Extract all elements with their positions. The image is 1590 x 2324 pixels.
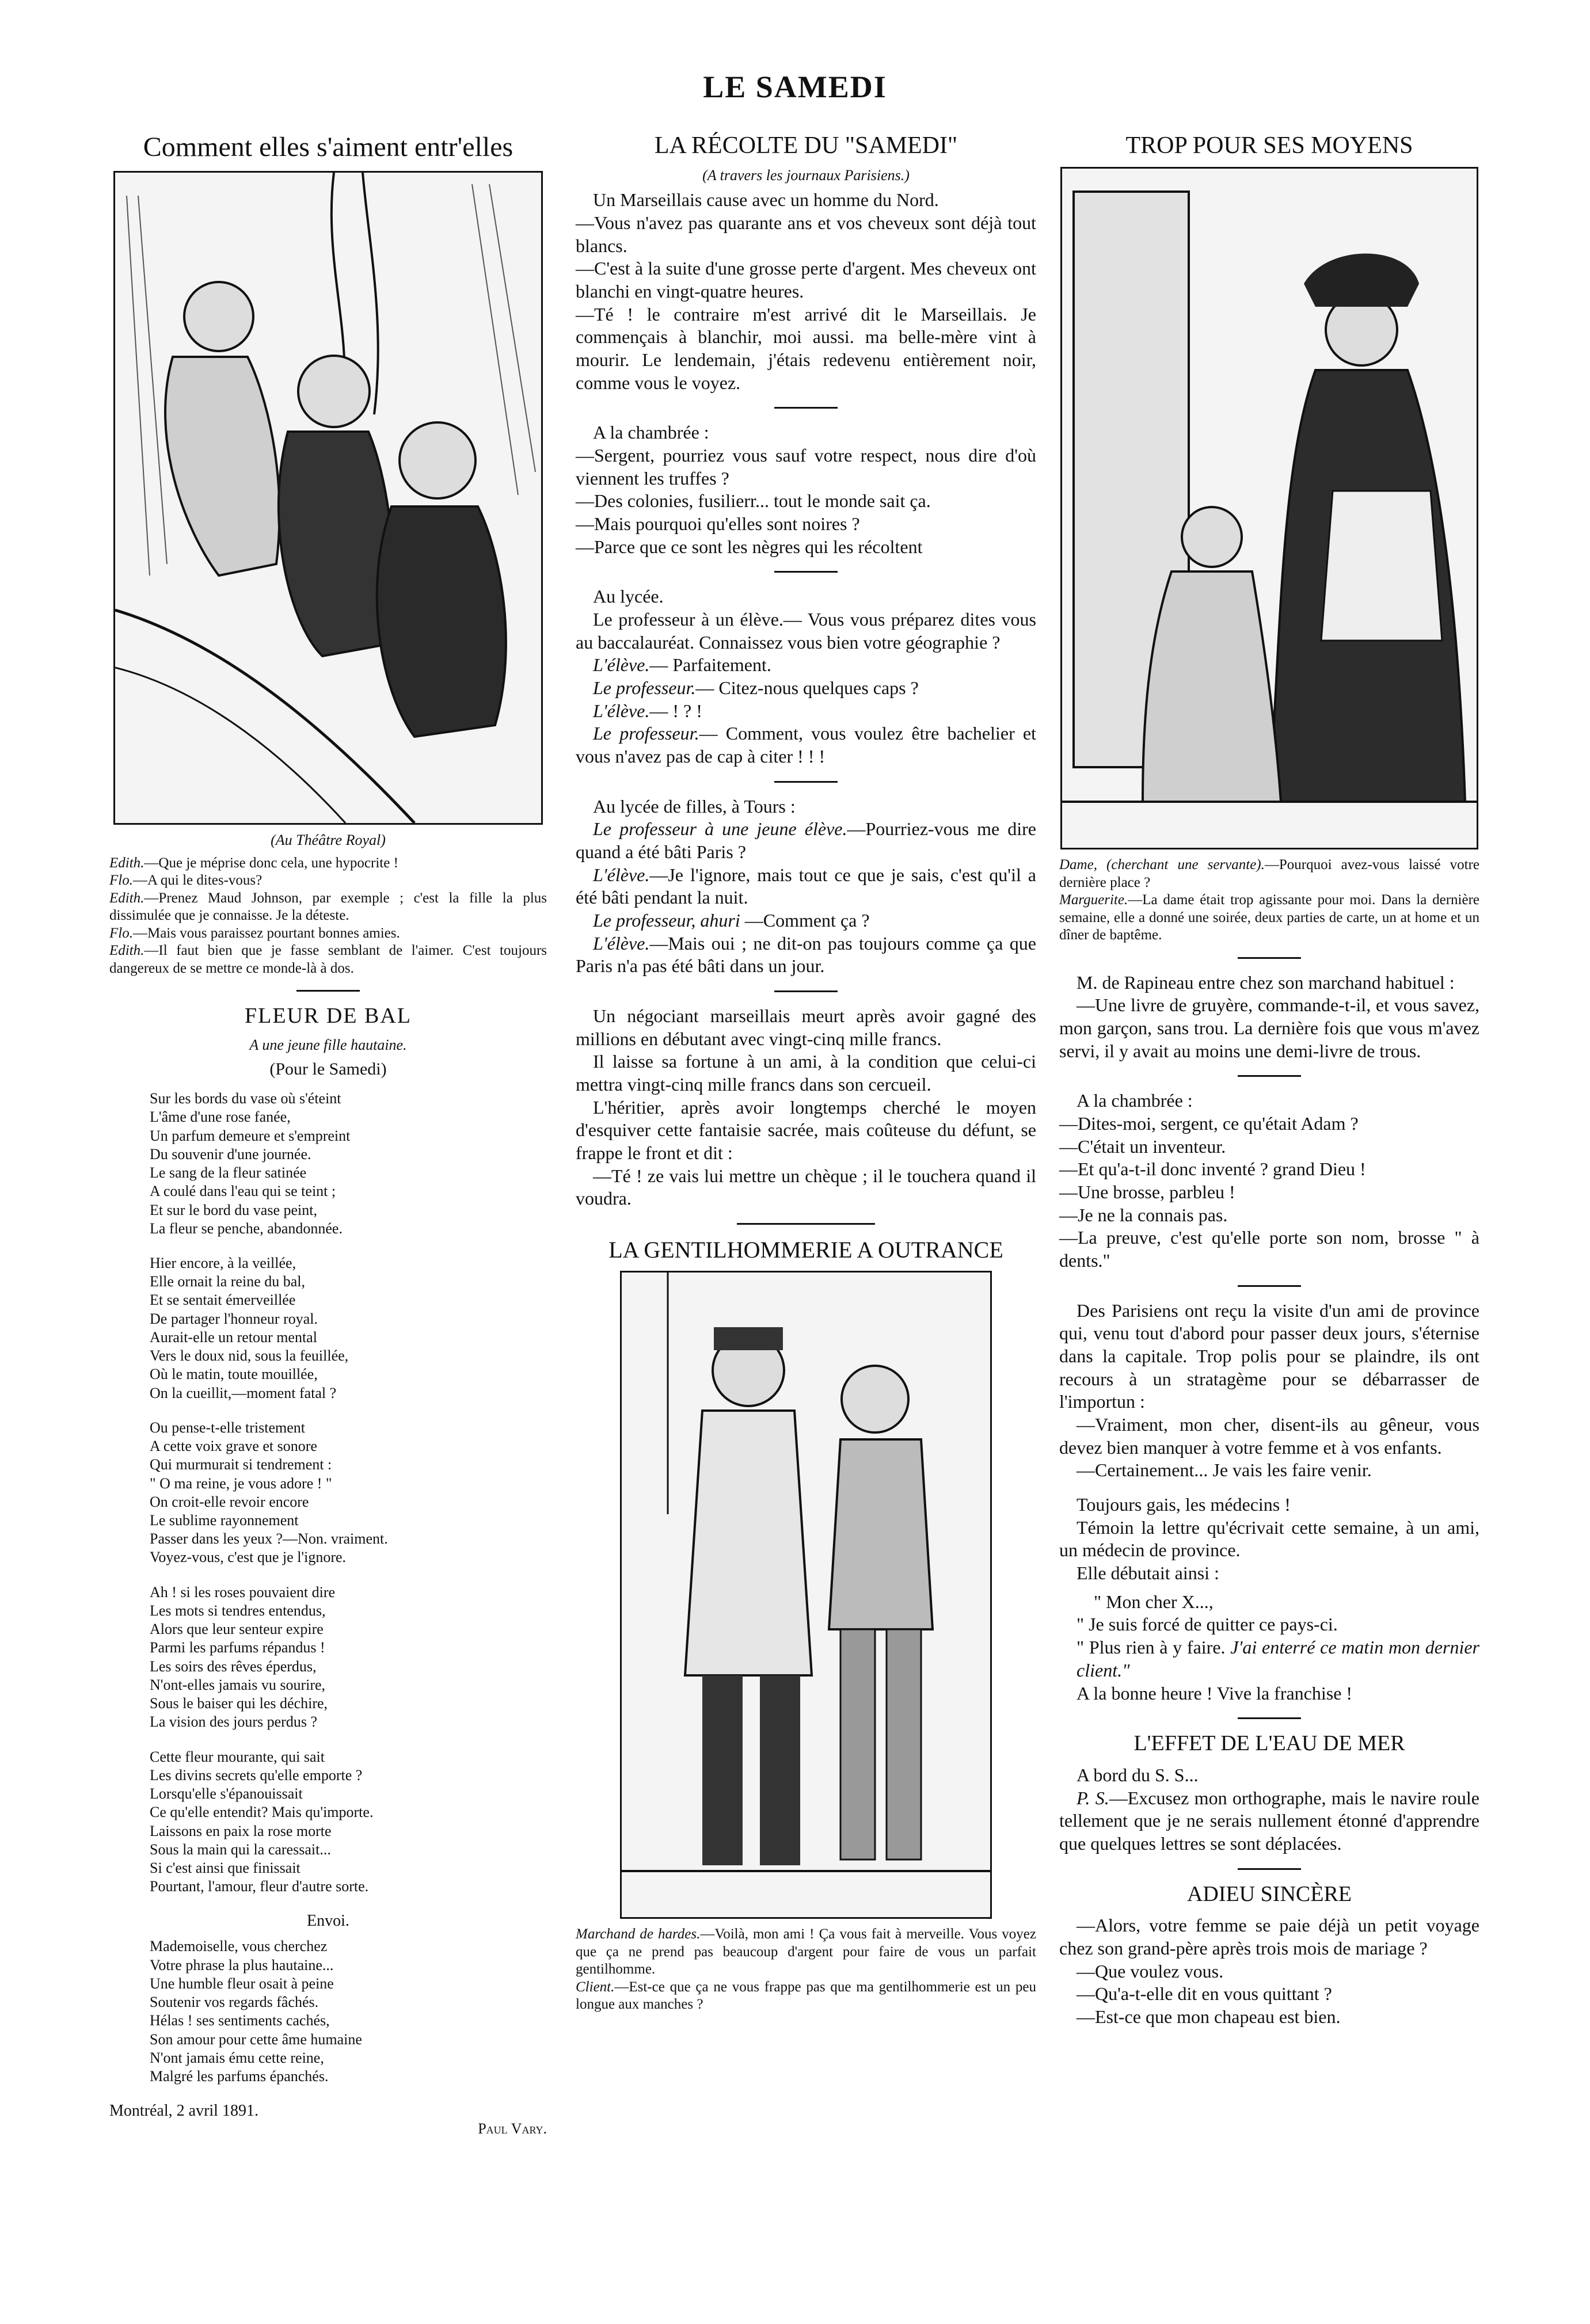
divider: [1238, 1075, 1301, 1077]
article-title: L'EFFET DE L'EAU DE MER: [1133, 1731, 1405, 1756]
article-title: LA GENTILHOMMERIE A OUTRANCE: [608, 1237, 1003, 1263]
poem-stanza: Sur les bords du vase où s'éteint L'âme d'une rose fanée, Un parfum demeure et s'empreint Du souvenir d'une journée. Le sang de la fleur satinée A coulé dans l'eau qui se teint ; Et sur le bord du vase peint, La fleur se penche, abandonnée.: [150, 1090, 351, 1237]
divider: [774, 990, 838, 992]
dialogue-line: Flo.—Mais vous paraissez pourtant bonnes amies.: [109, 925, 400, 941]
divider: [1238, 1717, 1301, 1719]
dialogue-line: Edith.—Prenez Maud Johnson, par exemple ; c'est la fille la plus dissimulée que je connaisse. Je la déteste.: [109, 890, 547, 924]
divider: [737, 1223, 875, 1225]
dialogue-line: Flo.—A qui le dites-vous?: [109, 873, 263, 889]
three-women-at-theatre-illustration: [113, 171, 543, 825]
divider: [774, 407, 838, 409]
illustration-caption: Dame, (cherchant une servante).—Pourquoi avez-vous laissé votre dernière place ? Marguerite.—La dame était trop agissante pour moi. Dans la dernière semaine, elle a donné une soirée, deux parties de carte, un at home et un dîner de baptême.: [1059, 857, 1479, 943]
article-subtitle: (A travers les journaux Parisiens.): [702, 167, 910, 184]
article-title: LA RÉCOLTE DU "SAMEDI": [654, 132, 958, 159]
poem-dedication: A une jeune fille hautaine.: [249, 1037, 407, 1054]
dialogue-line: Edith.—Il faut bien que je fasse semblant de l'aimer. C'est toujours dangereux de se mettre ce monde-là à dos.: [109, 943, 547, 976]
article-title: ADIEU SINCÈRE: [1186, 1881, 1352, 1906]
tailor-and-customer-illustration: [620, 1271, 992, 1919]
column-left: [109, 132, 547, 2138]
divider: [1238, 1285, 1301, 1287]
envoi-title: Envoi.: [307, 1912, 349, 1930]
column-middle: [576, 132, 1036, 2014]
poem-stanza: Hier encore, à la veillée, Elle ornait la reine du bal, Et se sentait émerveillée De partager l'honneur royal. Aurait-elle un retour mental Vers le doux nid, sous la feuillée, Où le matin, toute mouillée, On la cueillit,—moment fatal ?: [150, 1254, 349, 1401]
divider: [1238, 1868, 1301, 1870]
anecdote: Au lycée de filles, à Tours : Le professeur à une jeune élève.—Pourriez-vous me dire quand a été bâti Paris ? L'élève.—Je l'ignore, mais tout ce que je sais, c'est qu'il a été bâti pendant la nuit. Le professeur, ahuri —Comment ça ? L'élève.—Mais oui ; ne dit-on pas toujours comme ça que Paris n'a pas été bâti dans un jour.: [576, 795, 1037, 977]
illustration-caption: Marchand de hardes.—Voilà, mon ami ! Ça vous fait à merveille. Vous voyez que ça ne prend pas beaucoup d'argent pour faire de vous un parfait gentilhomme. Client.—Est-ce que ça ne vous frappe pas que ma gentilhommerie est un peu longue aux manches ?: [576, 1926, 1037, 2013]
anecdote: Un Marseillais cause avec un homme du Nord. —Vous n'avez pas quarante ans et vos cheveux sont déjà tout blancs. —C'est à la suite d'une grosse perte d'argent. Mes cheveux ont blanchi en vingt-quatre heures. —Té ! le contraire m'est arrivé dit le Marseillais. Je commençais à blanchir, moi aussi. ma belle-mère vint à mourir. Le lendemain, j'étais redevenu entièrement noir, comme vous le voyez.: [576, 189, 1036, 393]
poem-author: Paul Vary.: [478, 2120, 547, 2138]
dialogue: [109, 855, 547, 978]
divider: [774, 571, 838, 573]
column-right: [1059, 132, 1479, 2029]
poem-stanza: Cette fleur mourante, qui sait Les divins secrets qu'elle emporte ? Lorsqu'elle s'épanouissait Ce qu'elle entendit? Mais qu'importe. Laissons en paix la rose morte Sous la main qui la caressait... Si c'est ainsi que finissait Pourtant, l'amour, fleur d'autre sorte.: [150, 1748, 374, 1895]
anecdote: —Alors, votre femme se paie déjà un petit voyage chez son grand-père après trois mois de mariage ? —Que voulez vous. —Qu'a-t-elle dit en vous quittant ? —Est-ce que mon chapeau est bien.: [1059, 1915, 1479, 2028]
poem-envoi: Mademoiselle, vous cherchez Votre phrase la plus hautaine... Une humble fleur osait à peine Soutenir vos regards fâchés. Hélas ! ses sentiments cachés, Son amour pour cette âme humaine N'ont jamais ému cette reine, Malgré les parfums épanchés.: [150, 1938, 362, 2085]
divider: [1238, 957, 1301, 959]
illustration-caption: (Au Théâtre Royal): [271, 831, 386, 848]
anecdote: M. de Rapineau entre chez son marchand habituel : —Une livre de gruyère, commande-t-il, et vous savez, mon garçon, sans trou. La dernière fois que vous m'avez servi, il y avait au moins une demi-livre de trous.: [1059, 971, 1479, 1061]
dialogue-line: Edith.—Que je méprise donc cela, une hypocrite !: [109, 855, 398, 871]
anecdote: A bord du S. S... P. S.—Excusez mon orthographe, mais le navire roule tellement que je ne serais nullement étonné d'apprendre que quelques lettres se sont déplacées.: [1059, 1764, 1480, 1854]
anecdote: Un négociant marseillais meurt après avoir gagné des millions en débutant avec vingt-cinq mille francs. Il laisse sa fortune à un ami, à la condition que celui-ci mettra vingt-cinq mille francs dans son cercueil. L'héritier, après avoir longtemps cherché le moyen d'esquiver cette fantaisie sacrée, mais coûteuse du défunt, se frappe le front et dit : —Té ! ze vais lui mettre un chèque ; il le touchera quand il voudra.: [576, 1005, 1036, 1209]
anecdote: A la chambrée : —Dites-moi, sergent, ce qu'était Adam ? —C'était un inventeur. —Et qu'a-t-il donc inventé ? grand Dieu ! —Une brosse, parbleu ! —Je ne la connais pas. —La preuve, c'est qu'elle porte son nom, brosse " à dents.": [1059, 1090, 1479, 1271]
poem-stanza: Ou pense-t-elle tristement A cette voix grave et sonore Qui murmurait si tendrement : " O ma reine, je vous adore ! " On croit-elle revoir encore Le sublime rayonnement Passer dans les yeux ?—Non. vraiment. Voyez-vous, c'est que je l'ignore.: [150, 1419, 388, 1566]
poem-body: [109, 1089, 547, 2138]
anecdote: Des Parisiens ont reçu la visite d'un ami de province qui, venu tout d'abord pour passer deux jours, s'éternise dans la capitale. Trop polis pour se plaindre, ils ont recours à un stratagème pour se débarrasser de l'importun : —Vraiment, mon cher, disent-ils au gêneur, vous devez bien manquer à votre femme et à vos enfants. —Certainement... Je vais les faire venir.: [1059, 1300, 1479, 1481]
divider: [296, 990, 360, 992]
poem-title: FLEUR DE BAL: [245, 1004, 412, 1028]
masthead: LE SAMEDI: [703, 70, 887, 104]
article-title: Comment elles s'aiment entr'elles: [143, 132, 513, 162]
anecdote: Au lycée. Le professeur à un élève.— Vous vous préparez dites vous au baccalauréat. Connaissez vous bien votre géographie ? L'élève.— Parfaitement. Le professeur.— Citez-nous quelques caps ? L'élève.— ! ? ! Le professeur.— Comment, vous voulez être bachelier et vous n'avez pas de cap à citer ! ! !: [576, 586, 1037, 767]
anecdote: Toujours gais, les médecins ! Témoin la lettre qu'écrivait cette semaine, à un ami, un médecin de province. Elle débutait ainsi : " Mon cher X..., " Je suis forcé de quitter ce pays-ci. " Plus rien à y faire. J'ai enterré ce matin mon dernier client." A la bonne heure ! Vive la franchise !: [1059, 1494, 1480, 1704]
place-date: Montréal, 2 avril 1891.: [109, 2102, 258, 2120]
poem-for-label: (Pour le Samedi): [269, 1060, 387, 1079]
anecdote: A la chambrée : —Sergent, pourriez vous sauf votre respect, nous dire d'où viennent les truffes ? —Des colonies, fusilierr... tout le monde sait ça. —Mais pourquoi qu'elles sont noires ? —Parce que ce sont les nègres qui les récoltent: [576, 422, 1036, 557]
divider: [774, 781, 838, 783]
article-title: TROP POUR SES MOYENS: [1125, 132, 1413, 159]
lady-and-maid-illustration: [1060, 167, 1478, 849]
poem-stanza: Ah ! si les roses pouvaient dire Les mots si tendres entendus, Alors que leur senteur expire Parmi les parfums répandus ! Les soirs des rêves éperdus, N'ont-elles jamais vu sourire, Sous le baiser qui les déchire, La vision des jours perdus ?: [150, 1583, 336, 1731]
